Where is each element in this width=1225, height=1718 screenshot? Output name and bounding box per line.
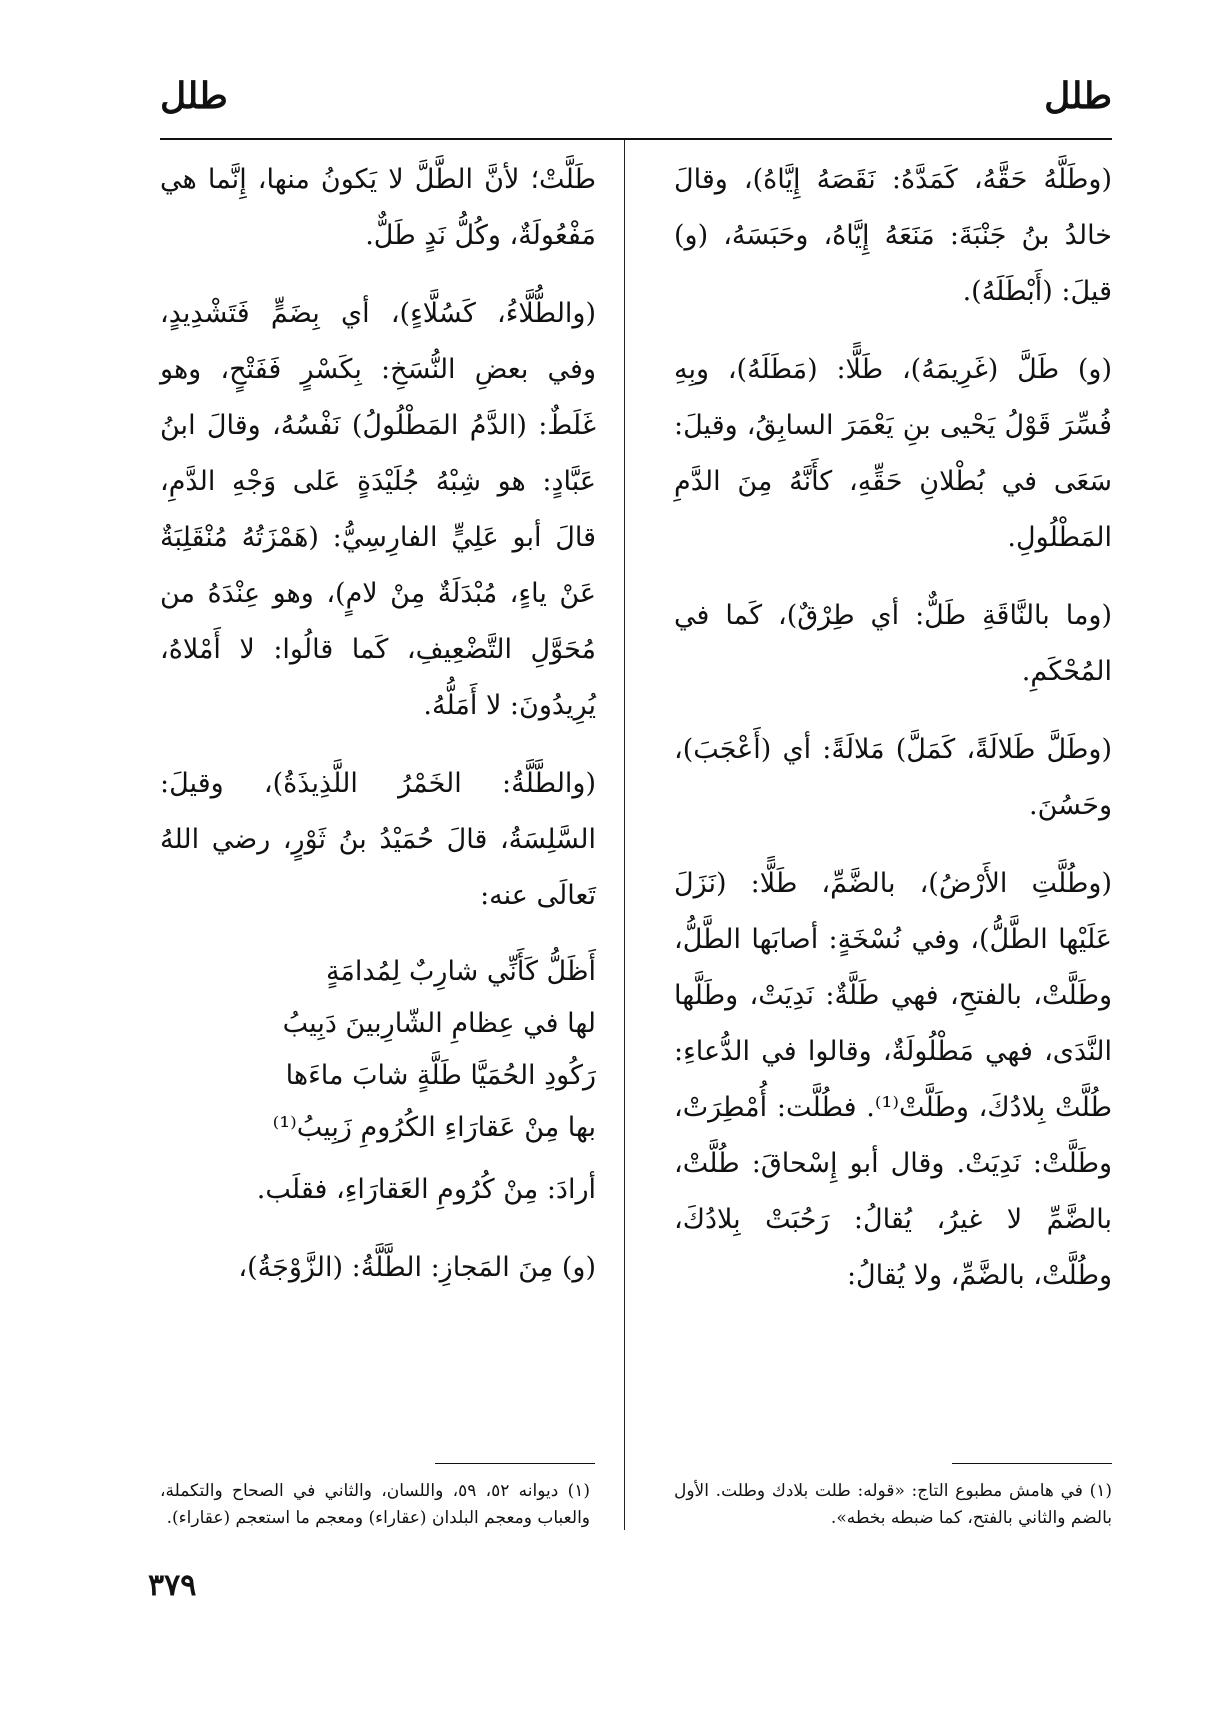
footnote-rule-left	[435, 1463, 595, 1464]
entry-paragraph: (والطُّلَّاءُ، كَسُلَّاءٍ)، أي بِضَمٍّ فَتَشْدِيدٍ، وفي بعضِ النُّسَخِ: بِكَسْرٍ فَفَتْحٍ، وهو غَلَطٌ: (الدَّمُ المَطْلُولُ) نَفْسُهُ، وقالَ ابنُ عَبَّادٍ: هو شِبْهُ جُلَيْدَةٍ عَلى وَجْهِ الدَّمِ، قالَ أبو عَلِيٍّ الفارِسِيُّ: (هَمْزَتُهُ مُنْقَلِبَةٌ عَنْ ياءٍ، مُبْدَلَةٌ مِنْ لامٍ)، وهو عِنْدَهُ من مُحَوَّلِ التَّضْعِيفِ، كَما قالُوا: لا أَمْلاهُ، يُرِيدُونَ: لا أَمَلُّهُ.	[160, 298, 596, 721]
right-column	[674, 152, 1112, 1326]
entry-paragraph: (والطَّلَّةُ: الخَمْرُ اللَّذِيذَةُ)، وقيلَ: السَّلِسَةُ، قالَ حُمَيْدُ بنُ ثَوْرٍ، رضي اللهُ تَعالَى عنه:	[160, 768, 596, 911]
running-header-right: طلل	[1044, 75, 1112, 117]
entry-paragraph: (و) طَلَّ (غَرِيمَهُ)، طَلًّا: (مَطَلَهُ)، وبِهِ فُسِّرَ قَوْلُ يَحْيى بنِ يَعْمَرَ السابِقُ، وقيلَ: سَعَى في بُطْلانِ حَقِّهِ، كأَنَّهُ مِنَ الدَّمِ المَطْلُولِ.	[674, 354, 1112, 553]
entry-paragraph: (وطَلَّ طَلالَةً، كَمَلَّ) مَلالَةً: أي (أَعْجَبَ)، وحَسُنَ.	[674, 734, 1112, 821]
entry-paragraph: (وطَلَّهُ حَقَّهُ، كَمَدَّهُ: نَقَصَهُ إِيَّاهُ)، وقالَ خالدُ بنُ جَنْبَةَ: مَنَعَهُ إِيَّاهُ، وحَبَسَهُ، (و) قيلَ: (أَبْطَلَهُ).	[674, 164, 1112, 307]
entry-paragraph: (وطُلَّتِ الأَرْضُ)، بالضَّمِّ، طَلًّا: (نَزَلَ عَلَيْها الطَّلُّ)، وفي نُسْخَةٍ: أصابَها الطَّلُّ، وطَلَّتْ، بالفتحِ، فهي طَلَّةٌ: نَدِيَتْ، وطَلَّها النَّدَى، فهي مَطْلُولَةٌ، وقالوا في الدُّعاءِ: طُلَّتْ بِلادُكَ، وطَلَّتْ⁽¹⁾. فطُلَّت: أُمْطِرَتْ، وطَلَّتْ: نَدِيَتْ. وقال أبو إِسْحاقَ: طُلَّتْ، بالضَّمِّ لا غيرُ، يُقالُ: رَحُبَتْ بِلادُكَ، وطُلَّتْ، بالضَّمِّ، ولا يُقالُ:	[674, 868, 1112, 1291]
left-column	[160, 152, 596, 1318]
entry-paragraph: (وما بالنَّاقَةِ طَلٌّ: أي طِرْقٌ)، كَما في المُحْكَمِ.	[674, 600, 1112, 687]
poem-verse: أَظَلُّ كَأَنِّي شارِبٌ لِمُدامَةٍ	[325, 956, 596, 987]
poem-verse: رَكُودِ الحُمَيَّا طَلَّةٍ شابَ ماءَها	[285, 1060, 596, 1091]
page-number: ٣٧٩	[148, 1568, 197, 1603]
entry-paragraph: طَلَّتْ؛ لأنَّ الطَّلَّ لا يَكونُ منها، إِنَّما هي مَفْعُولَةٌ، وكُلُّ نَدٍ طَلٌّ.	[160, 164, 596, 251]
poem-verse: بها مِنْ عَقارَاءِ الكُرُومِ زَبِيبُ⁽¹⁾	[272, 1112, 596, 1143]
running-header-left: طلل	[160, 75, 228, 117]
footnote-left: (١) ديوانه ٥٢، ٥٩، واللسان، والثاني في الصحاح والتكملة، والعباب ومعجم البلدان (عقاراء) ومعجم ما استعجم (عقاراء).	[160, 1481, 591, 1528]
entry-paragraph: أرادَ: مِنْ كُرُومِ العَقارَاءِ، فقلَب.	[256, 1174, 596, 1205]
footnote-rule-right	[952, 1463, 1112, 1464]
poem-block	[160, 946, 596, 1154]
poem-verse: لها في عِظامِ الشّارِبينَ دَبِيبُ	[282, 1008, 596, 1039]
column-divider	[624, 140, 625, 1530]
footnote-right: (١) في هامش مطبوع التاج: «قوله: طلت بلادك وطلت. الأول بالضم والثاني بالفتح، كما ضبطه بخطه».	[674, 1481, 1112, 1528]
entry-paragraph: (و) مِنَ المَجازِ: الطَّلَّةُ: (الزَّوْجَةُ)،	[238, 1252, 596, 1283]
header-rule	[160, 138, 1112, 140]
